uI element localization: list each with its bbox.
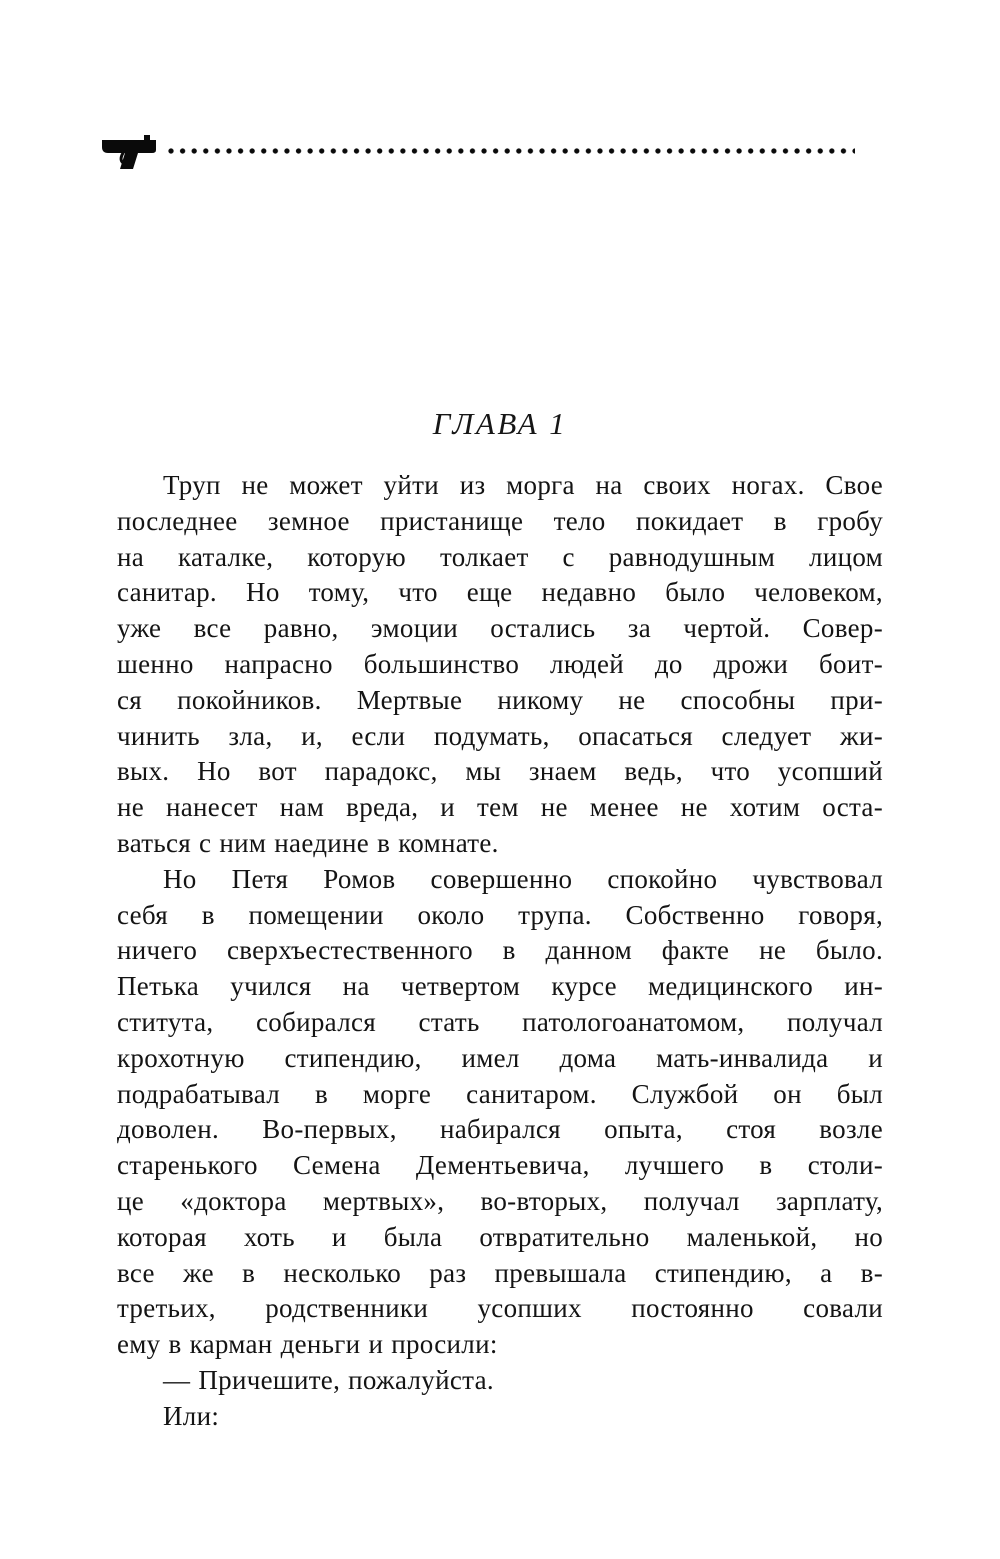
text-line: ститута, собирался стать патологоанатомом, получал — [117, 1006, 883, 1037]
text-line: — Причешите, пожалуйста. — [163, 1364, 494, 1395]
paragraph — [117, 1399, 883, 1435]
body-text — [117, 468, 883, 1435]
text-line: ничего сверхъестественного в данном факте не было. — [117, 935, 883, 966]
text-line: Но Петя Ромов совершенно спокойно чувствовал — [163, 863, 883, 894]
chapter-header — [100, 130, 855, 172]
text-line: уже все равно, эмоции остались за чертой. Совер- — [117, 613, 883, 644]
text-line: себя в помещении около трупа. Собственно говоря, — [117, 899, 883, 930]
text-line: крохотную стипендию, имел дома мать-инвалида и — [117, 1042, 883, 1073]
paragraph — [117, 862, 883, 1363]
text-line: третьих, родственники усопших постоянно совали — [117, 1293, 883, 1324]
text-line: санитар. Но тому, что еще недавно было человеком, — [117, 577, 883, 608]
gun-icon — [100, 131, 158, 171]
text-line: ему в карман деньги и просили: — [117, 1329, 498, 1360]
text-line: на каталке, которую толкает с равнодушным лицом — [117, 541, 883, 572]
text-line: которая хоть и была отвратительно маленькой, но — [117, 1221, 883, 1252]
text-line: Петька учился на четвертом курсе медицинского ин- — [117, 971, 883, 1002]
dotted-rule — [168, 148, 855, 154]
text-line: не нанесет нам вреда, и тем не менее не хотим оста- — [117, 792, 883, 823]
text-line: ваться с ним наедине в комнате. — [117, 827, 499, 858]
text-line: старенького Семена Дементьевича, лучшего в столи- — [117, 1150, 883, 1181]
text-line: Или: — [163, 1400, 220, 1431]
text-line: чинить зла, и, если подумать, опасаться следует жи- — [117, 720, 883, 751]
text-line: подрабатывал в морге санитаром. Службой он был — [117, 1078, 883, 1109]
text-line: доволен. Во-первых, набирался опыта, стоя возле — [117, 1114, 883, 1145]
text-line: все же в несколько раз превышала стипендию, а в- — [117, 1257, 883, 1288]
text-line: последнее земное пристанище тело покидает в гробу — [117, 505, 883, 536]
paragraph — [117, 468, 883, 862]
text-line: вых. Но вот парадокс, мы знаем ведь, что усопший — [117, 756, 883, 787]
text-line: шенно напрасно большинство людей до дрожи боит- — [117, 648, 883, 679]
text-line: це «доктора мертвых», во-вторых, получал зарплату, — [117, 1185, 883, 1216]
chapter-title: ГЛАВА 1 — [432, 406, 568, 441]
text-line: ся покойников. Мертвые никому не способны при- — [117, 684, 883, 715]
paragraph — [117, 1363, 883, 1399]
text-line: Труп не может уйти из морга на своих ногах. Свое — [163, 470, 883, 500]
